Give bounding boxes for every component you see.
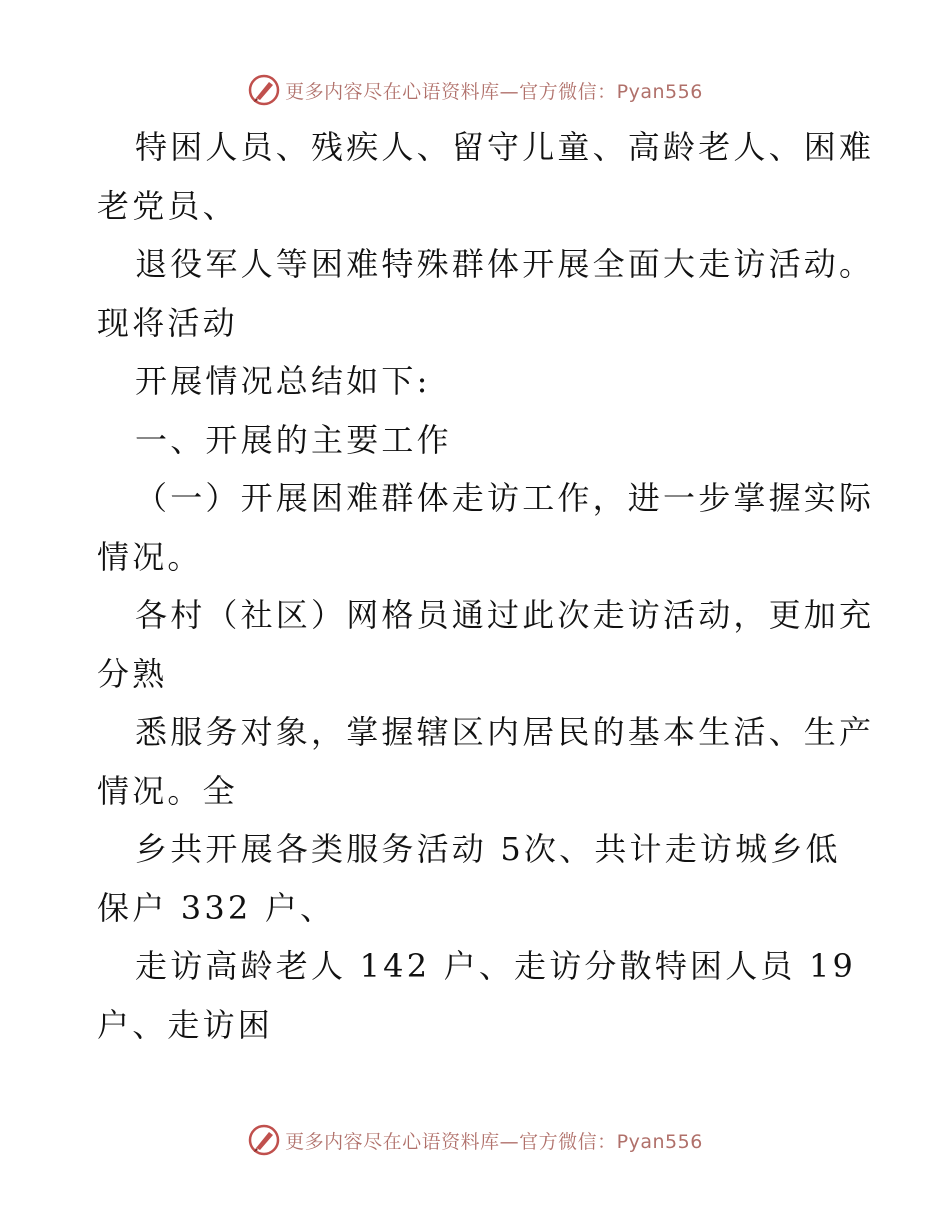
watermark-footer	[0, 1120, 950, 1160]
watermark-header	[0, 70, 950, 110]
pen-logo-icon	[247, 1123, 281, 1157]
pen-logo-icon	[247, 73, 281, 107]
subsection-heading: （一）开展困难群体走访工作，进一步掌握实际	[135, 479, 875, 517]
text-line: 保户 332 户、	[97, 888, 336, 927]
text-line: 退役军人等困难特殊群体开展全面大走访活动。	[135, 245, 875, 283]
text-line: 现将活动	[97, 303, 238, 342]
text-line: 乡共开展各类服务活动 5次、共计走访城乡低	[135, 830, 841, 868]
text-line: 情况。全	[97, 771, 238, 810]
text-line: 特困人员、残疾人、留守儿童、高龄老人、困难	[135, 128, 875, 166]
text-line: 情况。	[97, 537, 203, 576]
text-line: 分熟	[97, 654, 168, 693]
text-line: 悉服务对象，掌握辖区内居民的基本生活、生产	[135, 713, 875, 751]
watermark-text: 更多内容尽在心语资料库—官方微信：Pyan556	[285, 1130, 703, 1153]
text-line: 各村（社区）网格员通过此次走访活动，更加充	[135, 596, 875, 634]
watermark-text: 更多内容尽在心语资料库—官方微信：Pyan556	[285, 80, 703, 103]
section-heading: 一、开展的主要工作	[135, 420, 452, 459]
text-line: 户、走访困	[97, 1005, 274, 1044]
document-body	[97, 118, 875, 1054]
text-line: 走访高龄老人 142 户、走访分散特困人员 19	[135, 947, 857, 985]
text-line: 老党员、	[97, 186, 238, 225]
text-line: 开展情况总结如下:	[135, 362, 431, 400]
